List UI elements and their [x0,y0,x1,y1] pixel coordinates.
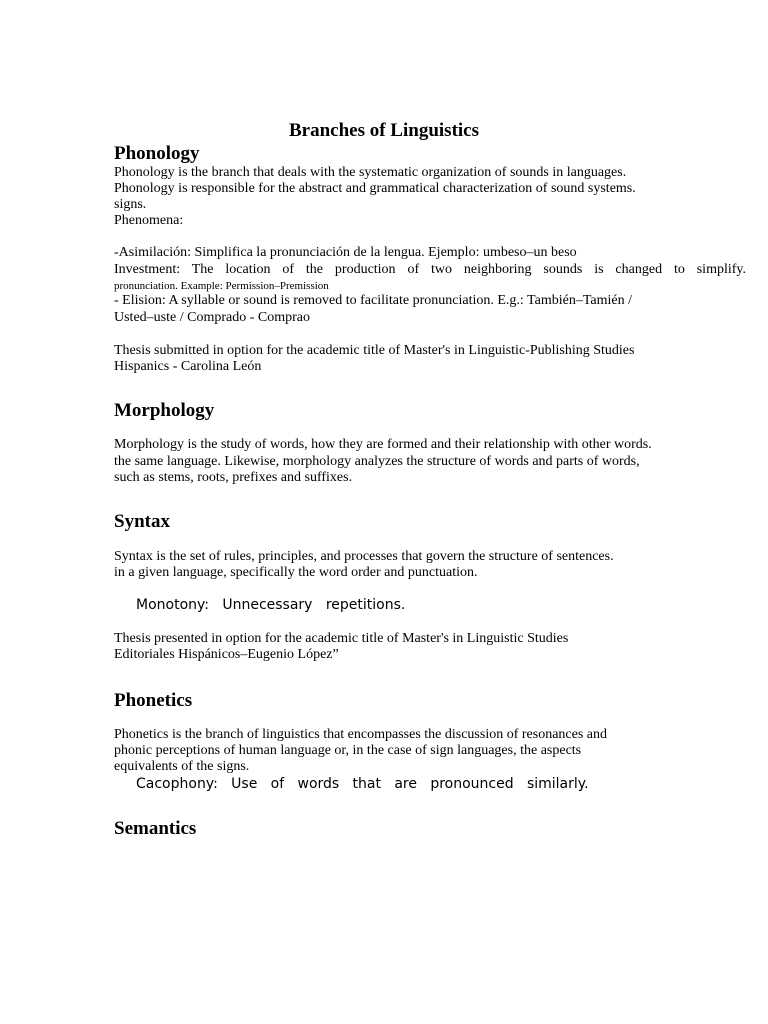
phonology-heading: Phonology [114,143,200,164]
semantics-heading: Semantics [114,818,197,839]
phonology-line-9: Usted–uste / Comprado - Comprao [114,310,310,325]
phonology-line-8: - Elision: A syllable or sound is removed to facilitate pronunciation. E.g.: También–Tamién / [114,293,633,308]
document-title: Branches of Linguistics [288,120,480,141]
syntax-line-2: in a given language, specifically the word order and punctuation. [114,565,478,580]
phonetics-line-2: phonic perceptions of human language or, in the case of sign languages, the aspects [114,743,582,758]
phonology-line-5: -Asimilación: Simplifica la pronunciación de la lengua. Ejemplo: umbeso–un beso [114,245,577,260]
phonology-line-6: Investment: The location of the production of two neighboring sounds is changed to simplify. [114,262,746,277]
morphology-heading: Morphology [114,400,215,421]
phonetics-heading: Phonetics [114,690,193,711]
syntax-thesis-line-2: Editoriales Hispánicos–Eugenio López” [114,647,339,662]
phonology-thesis-line-1: Thesis submitted in option for the academic title of Master's in Linguistic-Publishing Studies [114,343,635,358]
phonetics-cacophony: Cacophony: Use of words that are pronounced similarly. [136,776,589,792]
syntax-monotony: Monotony: Unnecessary repetitions. [136,597,406,613]
phonology-thesis-line-2: Hispanics - Carolina León [114,359,262,374]
syntax-line-1: Syntax is the set of rules, principles, and processes that govern the structure of sentences. [114,549,614,564]
phonology-line-7: pronunciation. Example: Permission–Premission [114,280,329,292]
phonology-line-2: Phonology is responsible for the abstract and grammatical characterization of sound systems. [114,181,636,196]
morphology-line-2: the same language. Likewise, morphology analyzes the structure of words and parts of words, [114,454,640,469]
syntax-thesis-line-1: Thesis presented in option for the academic title of Master's in Linguistic Studies [114,631,569,646]
morphology-line-1: Morphology is the study of words, how they are formed and their relationship with other words. [114,437,652,452]
phonology-line-4: Phenomena: [114,213,184,228]
phonetics-line-1: Phonetics is the branch of linguistics that encompasses the discussion of resonances and [114,727,608,742]
phonetics-line-3: equivalents of the signs. [114,759,250,774]
syntax-heading: Syntax [114,511,170,532]
phonology-line-1: Phonology is the branch that deals with the systematic organization of sounds in languages. [114,165,627,180]
morphology-line-3: such as stems, roots, prefixes and suffixes. [114,470,353,485]
phonology-line-3: signs. [114,197,147,212]
